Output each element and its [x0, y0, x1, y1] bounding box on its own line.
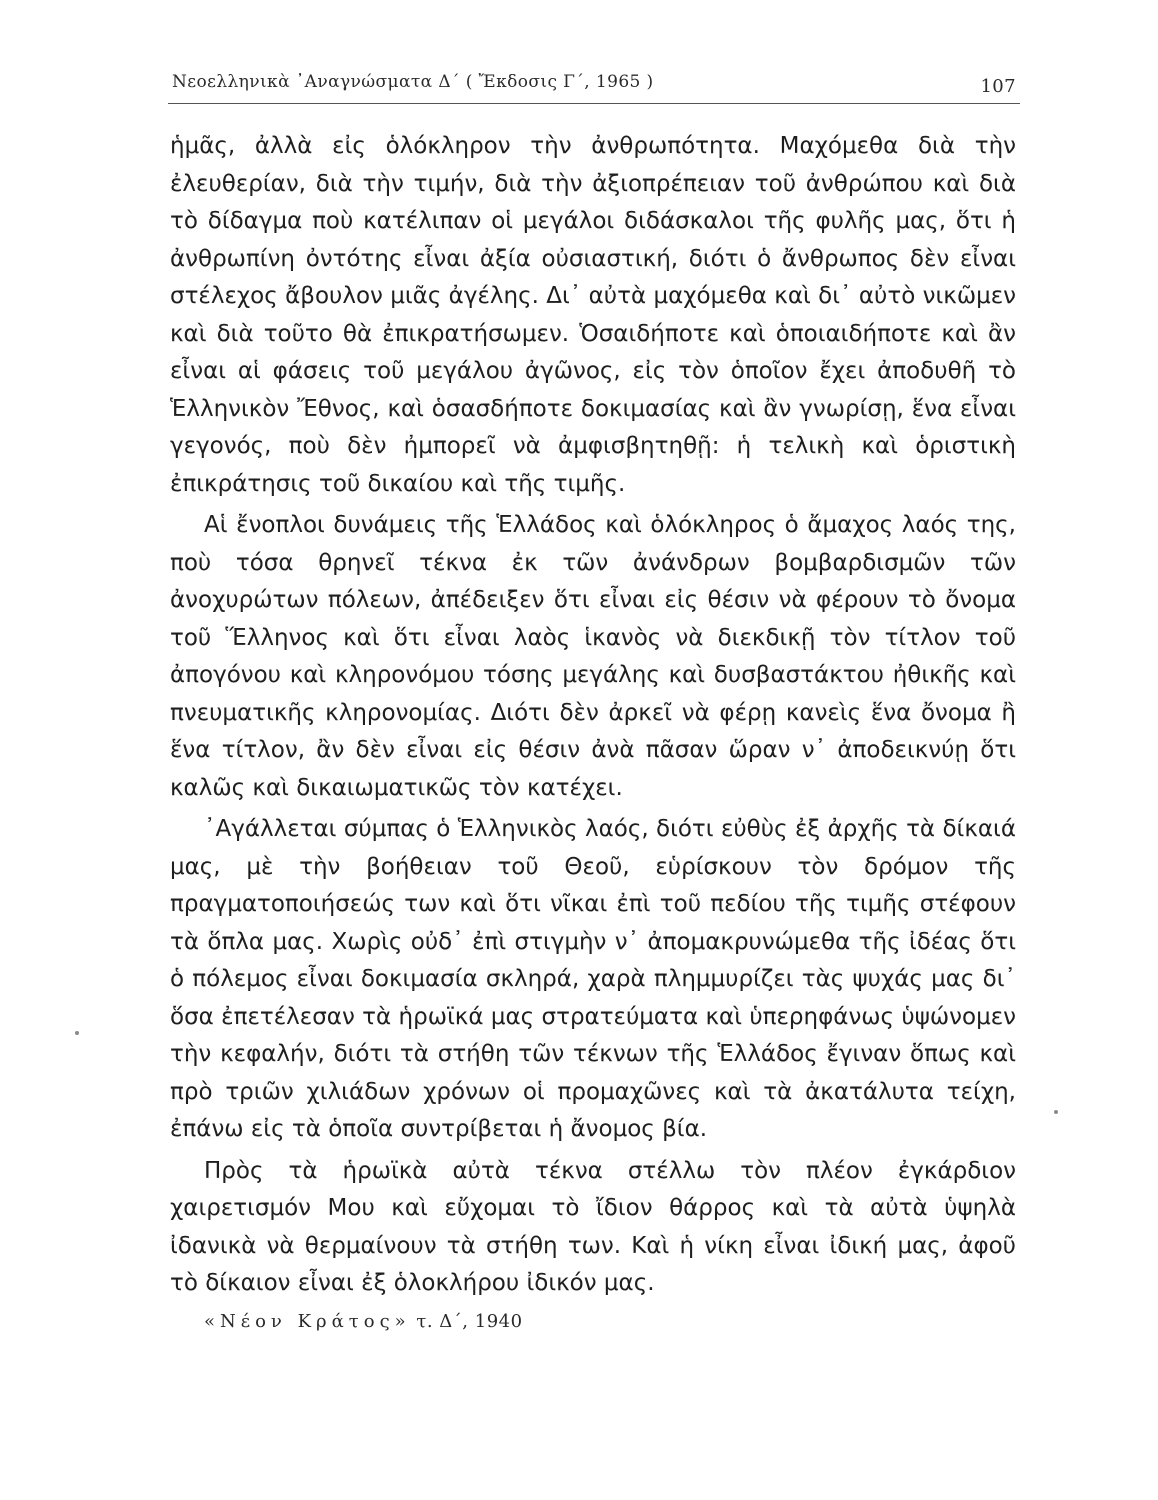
scan-speck	[75, 1031, 79, 1035]
paragraph-4: Πρὸς τὰ ἡρωϊκὰ αὐτὰ τέκνα στέλλω τὸν πλέον ἐγκάρδιον χαιρετισμόν Μου καὶ εὔχομαι τὸ ἴδιον θάρρος καὶ τὰ αὐτὰ ὑψηλὰ ἰδανικὰ νὰ θερμαίνουν τὰ στήθη των. Καὶ ἡ νίκη εἶναι ἰδική μας, ἀφοῦ τὸ δίκαιον εἶναι ἐξ ὁλοκλήρου ἰδικόν μας.	[170, 1157, 1016, 1296]
scan-speck	[1054, 1110, 1058, 1114]
page-number: 107	[980, 76, 1016, 97]
source-name: «Νέον Κράτος»	[204, 1310, 411, 1332]
source-reference: τ. Δ΄, 1940	[416, 1310, 523, 1332]
body-text	[170, 128, 1016, 1337]
page-header	[172, 66, 1018, 104]
source-citation	[170, 1307, 1016, 1337]
paragraph-1: ἡμᾶς, ἀλλὰ εἰς ὁλόκληρον τὴν ἀνθρωπότητα. Μαχόμεθα διὰ τὴν ἐλευθερίαν, διὰ τὴν τιμήν, διὰ τὴν ἀξιοπρέπειαν τοῦ ἀνθρώπου καὶ διὰ τὸ δίδαγμα ποὺ κατέλιπαν οἱ μεγάλοι διδάσκαλοι τῆς φυλῆς μας, ὅτι ἡ ἀνθρωπίνη ὀντότης εἶναι ἀξία οὐσιαστική, διότι ὁ ἄνθρωπος δὲν εἶναι στέλεχος ἄβουλον μιᾶς ἀγέλης. Δι᾿ αὐτὰ μαχόμεθα καὶ δι᾿ αὐτὸ νικῶμεν καὶ διὰ τοῦτο θὰ ἐπικρατήσωμεν. Ὁσαιδήποτε καὶ ὁποιαιδήποτε καὶ ἂν εἶναι αἱ φάσεις τοῦ μεγάλου ἀγῶνος, εἰς τὸν ὁποῖον ἔχει ἀποδυθῆ τὸ Ἑλληνικὸν Ἔθνος, καὶ ὁσασδήποτε δοκιμασίας καὶ ἂν γνωρίσῃ, ἕνα εἶναι γεγονός, ποὺ δὲν ἠμπορεῖ νὰ ἀμφισβητηθῇ: ἡ τελικὴ καὶ ὁριστικὴ ἐπικράτησις τοῦ δικαίου καὶ τῆς τιμῆς.	[170, 133, 1016, 497]
paragraph-2: Αἱ ἔνοπλοι δυνάμεις τῆς Ἑλλάδος καὶ ὁλόκληρος ὁ ἄμαχος λαός της, ποὺ τόσα θρηνεῖ τέκνα ἐκ τῶν ἀνάνδρων βομβαρδισμῶν τῶν ἀνοχυρώτων πόλεων, ἀπέδειξεν ὅτι εἶναι εἰς θέσιν νὰ φέρουν τὸ ὄνομα τοῦ Ἕλληνος καὶ ὅτι εἶναι λαὸς ἱκανὸς νὰ διεκδικῇ τὸν τίτλον τοῦ ἀπογόνου καὶ κληρονόμου τόσης μεγάλης καὶ δυσβαστάκτου ἠθικῆς καὶ πνευματικῆς κληρονομίας. Διότι δὲν ἀρκεῖ νὰ φέρῃ κανεὶς ἕνα ὄνομα ἢ ἕνα τίτλον, ἂν δὲν εἶναι εἰς θέσιν ἀνὰ πᾶσαν ὥραν ν᾿ ἀποδεικνύῃ ὅτι καλῶς καὶ δικαιωματικῶς τὸν κατέχει.	[170, 512, 1016, 801]
paragraph-3: ᾿Αγάλλεται σύμπας ὁ Ἑλληνικὸς λαός, διότι εὐθὺς ἐξ ἀρχῆς τὰ δίκαιά μας, μὲ τὴν βοήθειαν τοῦ Θεοῦ, εὑρίσκουν τὸν δρόμον τῆς πραγματοποιήσεώς των καὶ ὅτι νῖκαι ἐπὶ τοῦ πεδίου τῆς τιμῆς στέφουν τὰ ὅπλα μας. Χωρὶς οὐδ᾿ ἐπὶ στιγμὴν ν᾿ ἀπομακρυνώμεθα τῆς ἰδέας ὅτι ὁ πόλεμος εἶναι δοκιμασία σκληρά, χαρὰ πλημμυρίζει τὰς ψυχάς μας δι᾿ ὅσα ἐπετέλεσαν τὰ ἡρωϊκά μας στρατεύματα καὶ ὑπερηφάνως ὑψώνομεν τὴν κεφαλήν, διότι τὰ στήθη τῶν τέκνων τῆς Ἑλλάδος ἔγιναν ὅπως καὶ πρὸ τριῶν χιλιάδων χρόνων οἱ προμαχῶνες καὶ τὰ ἀκατάλυτα τείχη, ἐπάνω εἰς τὰ ὁποῖα συντρίβεται ἡ ἄνομος βία.	[170, 816, 1016, 1142]
running-title: Νεοελληνικὰ ᾿Αναγνώσματα Δ΄ ( Ἔκδοσις Γ΄, 1965 )	[172, 72, 654, 92]
header-rule	[168, 103, 1020, 104]
